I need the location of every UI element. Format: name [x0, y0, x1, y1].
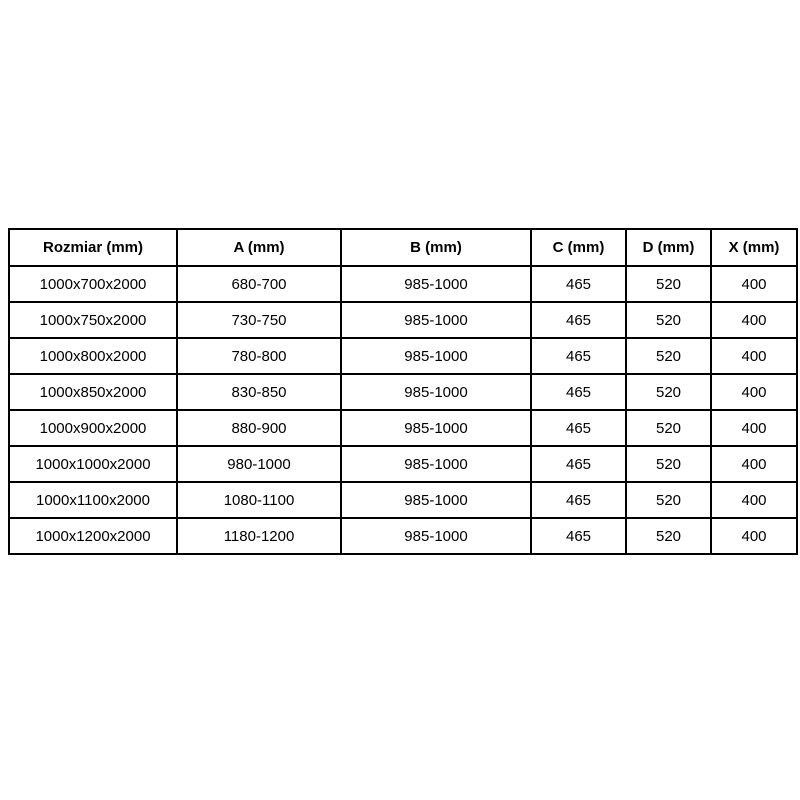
table-cell: 400: [711, 338, 797, 374]
table-cell: 465: [531, 410, 626, 446]
table-cell: 985-1000: [341, 374, 531, 410]
table-cell: 465: [531, 374, 626, 410]
table-cell: 400: [711, 518, 797, 554]
column-header-x: X (mm): [711, 229, 797, 266]
table-cell: 520: [626, 446, 711, 482]
table-row: [9, 446, 797, 482]
table-row: [9, 302, 797, 338]
table-row: [9, 410, 797, 446]
table-cell: 1000x900x2000: [9, 410, 177, 446]
table-cell: 400: [711, 266, 797, 302]
table-cell: 730-750: [177, 302, 341, 338]
table-cell: 880-900: [177, 410, 341, 446]
column-header-rozmiar: Rozmiar (mm): [9, 229, 177, 266]
table-row: [9, 338, 797, 374]
table-cell: 985-1000: [341, 482, 531, 518]
table-cell: 520: [626, 518, 711, 554]
column-header-d: D (mm): [626, 229, 711, 266]
table-cell: 400: [711, 374, 797, 410]
table-cell: 780-800: [177, 338, 341, 374]
table-cell: 465: [531, 338, 626, 374]
table-cell: 520: [626, 374, 711, 410]
table-cell: 465: [531, 302, 626, 338]
table-cell: 985-1000: [341, 518, 531, 554]
table-cell: 1000x1000x2000: [9, 446, 177, 482]
column-header-c: C (mm): [531, 229, 626, 266]
column-header-b: B (mm): [341, 229, 531, 266]
table-cell: 1000x850x2000: [9, 374, 177, 410]
header-row: [9, 229, 797, 266]
table-cell: 1080-1100: [177, 482, 341, 518]
table-cell: 520: [626, 266, 711, 302]
table-cell: 985-1000: [341, 410, 531, 446]
table-cell: 985-1000: [341, 338, 531, 374]
table-cell: 985-1000: [341, 302, 531, 338]
table-cell: 1000x1100x2000: [9, 482, 177, 518]
table-cell: 830-850: [177, 374, 341, 410]
dimensions-table: [8, 228, 798, 555]
table-cell: 520: [626, 482, 711, 518]
table-cell: 400: [711, 446, 797, 482]
table-row: [9, 518, 797, 554]
table-cell: 985-1000: [341, 266, 531, 302]
table-cell: 1000x700x2000: [9, 266, 177, 302]
table-row: [9, 482, 797, 518]
table-cell: 1000x800x2000: [9, 338, 177, 374]
table-cell: 520: [626, 410, 711, 446]
table-cell: 400: [711, 410, 797, 446]
table-cell: 400: [711, 482, 797, 518]
table-cell: 985-1000: [341, 446, 531, 482]
table-cell: 465: [531, 482, 626, 518]
table-row: [9, 374, 797, 410]
table-cell: 520: [626, 338, 711, 374]
dimensions-table-container: [8, 228, 798, 555]
table-row: [9, 266, 797, 302]
table-cell: 520: [626, 302, 711, 338]
table-cell: 1180-1200: [177, 518, 341, 554]
table-cell: 465: [531, 266, 626, 302]
table-cell: 1000x750x2000: [9, 302, 177, 338]
table-cell: 1000x1200x2000: [9, 518, 177, 554]
table-cell: 465: [531, 446, 626, 482]
table-cell: 680-700: [177, 266, 341, 302]
table-cell: 980-1000: [177, 446, 341, 482]
table-cell: 465: [531, 518, 626, 554]
table-cell: 400: [711, 302, 797, 338]
column-header-a: A (mm): [177, 229, 341, 266]
